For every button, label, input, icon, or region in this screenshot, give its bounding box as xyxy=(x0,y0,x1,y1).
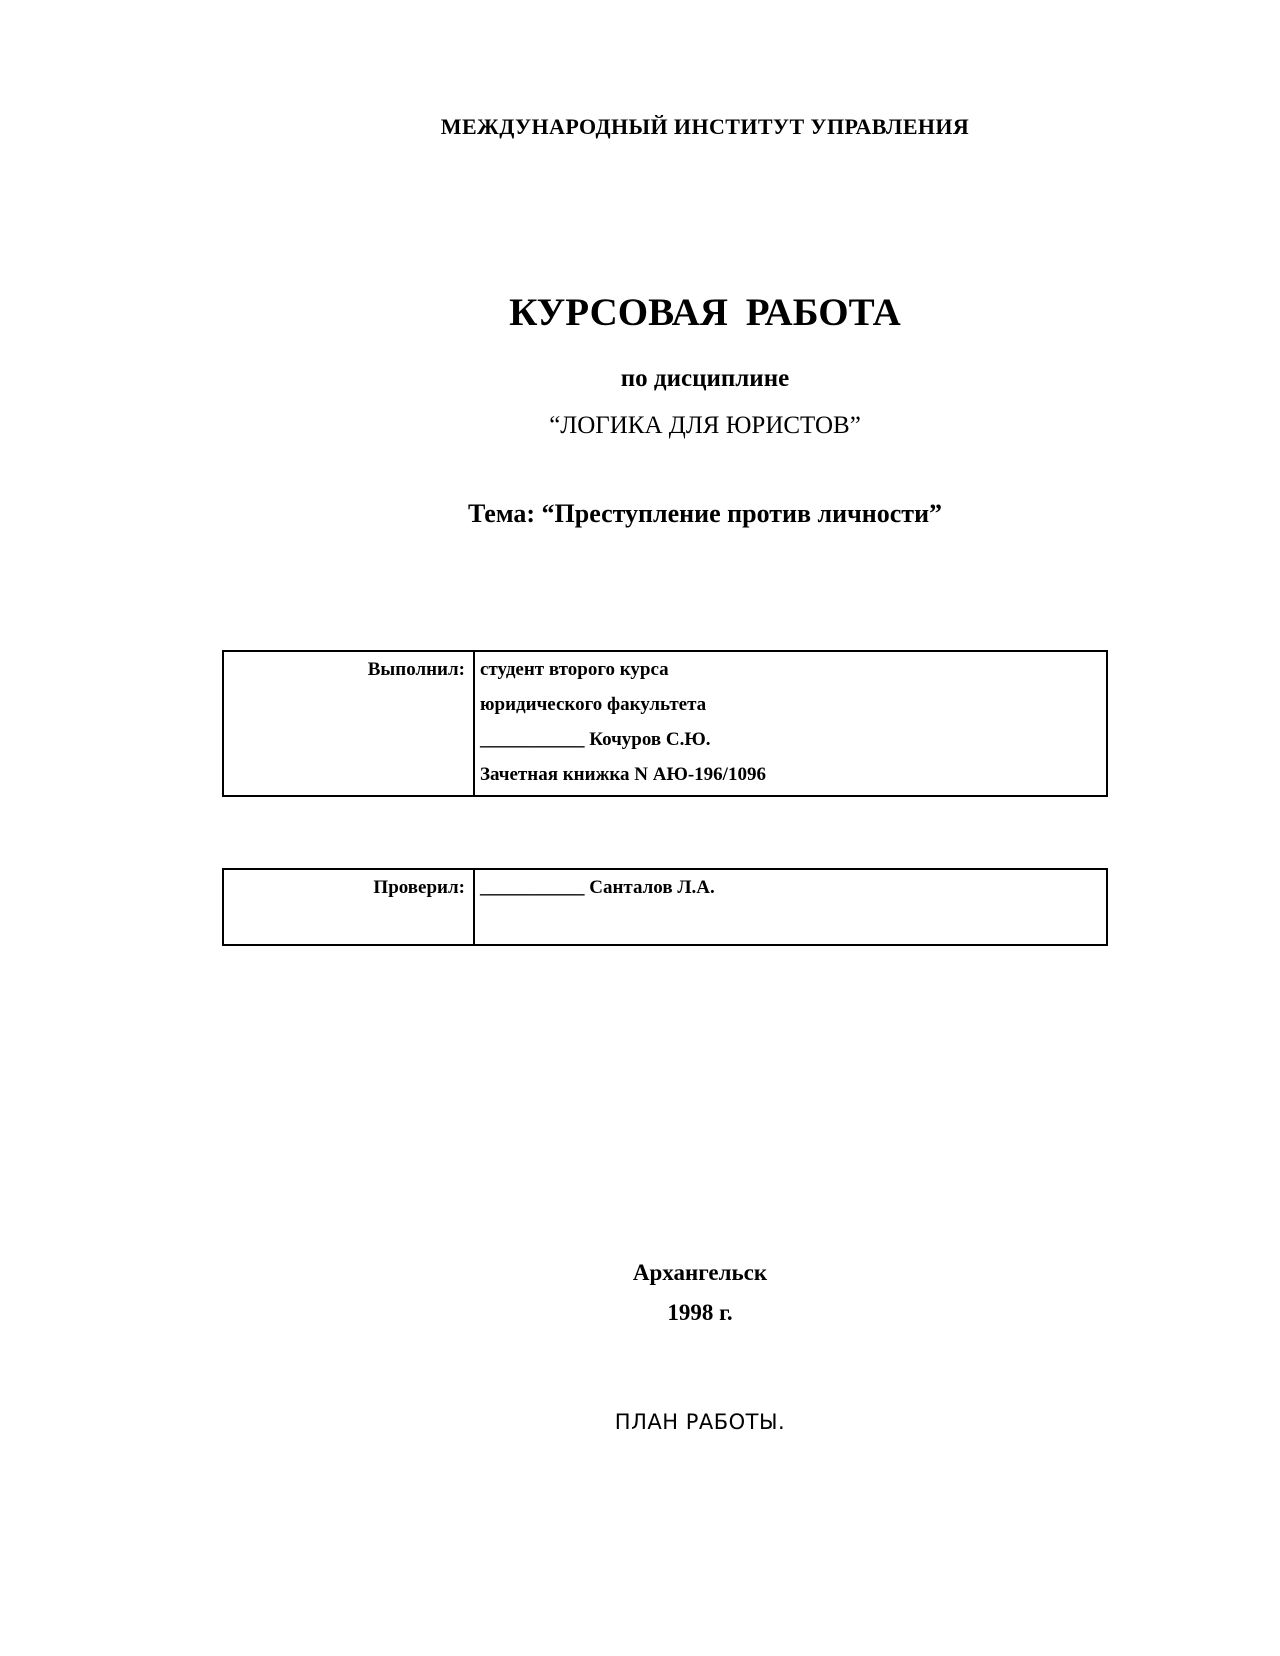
performed-by-label: Выполнил: xyxy=(223,651,474,796)
student-faculty-line: юридического факультета xyxy=(480,694,707,715)
plan-heading: ПЛАН РАБОТЫ. xyxy=(614,1410,786,1434)
record-book-line: Зачетная книжка N АЮ-196/1096 xyxy=(480,764,766,785)
year: 1998 г. xyxy=(667,1300,733,1325)
topic-line: Тема: “Преступление против личности” xyxy=(467,499,943,528)
student-course-line: студент второго курса xyxy=(480,659,669,680)
institute-name: МЕЖДУНАРОДНЫЙ ИНСТИТУТ УПРАВЛЕНИЯ xyxy=(440,114,970,139)
checked-by-table xyxy=(222,868,1108,946)
performed-by-details xyxy=(474,651,1107,796)
discipline-name: “ЛОГИКА ДЛЯ ЮРИСТОВ” xyxy=(549,412,861,439)
checked-by-details xyxy=(474,869,1107,945)
performed-by-table xyxy=(222,650,1108,797)
city: Архангельск xyxy=(632,1260,768,1285)
discipline-label: по дисциплине xyxy=(620,365,790,392)
student-name-line: ___________ Кочуров С.Ю. xyxy=(480,729,711,750)
checked-by-label: Проверил: xyxy=(223,869,474,945)
reviewer-name-line: ___________ Санталов Л.А. xyxy=(480,877,715,898)
document-title: КУРСОВАЯ РАБОТА xyxy=(509,291,901,334)
